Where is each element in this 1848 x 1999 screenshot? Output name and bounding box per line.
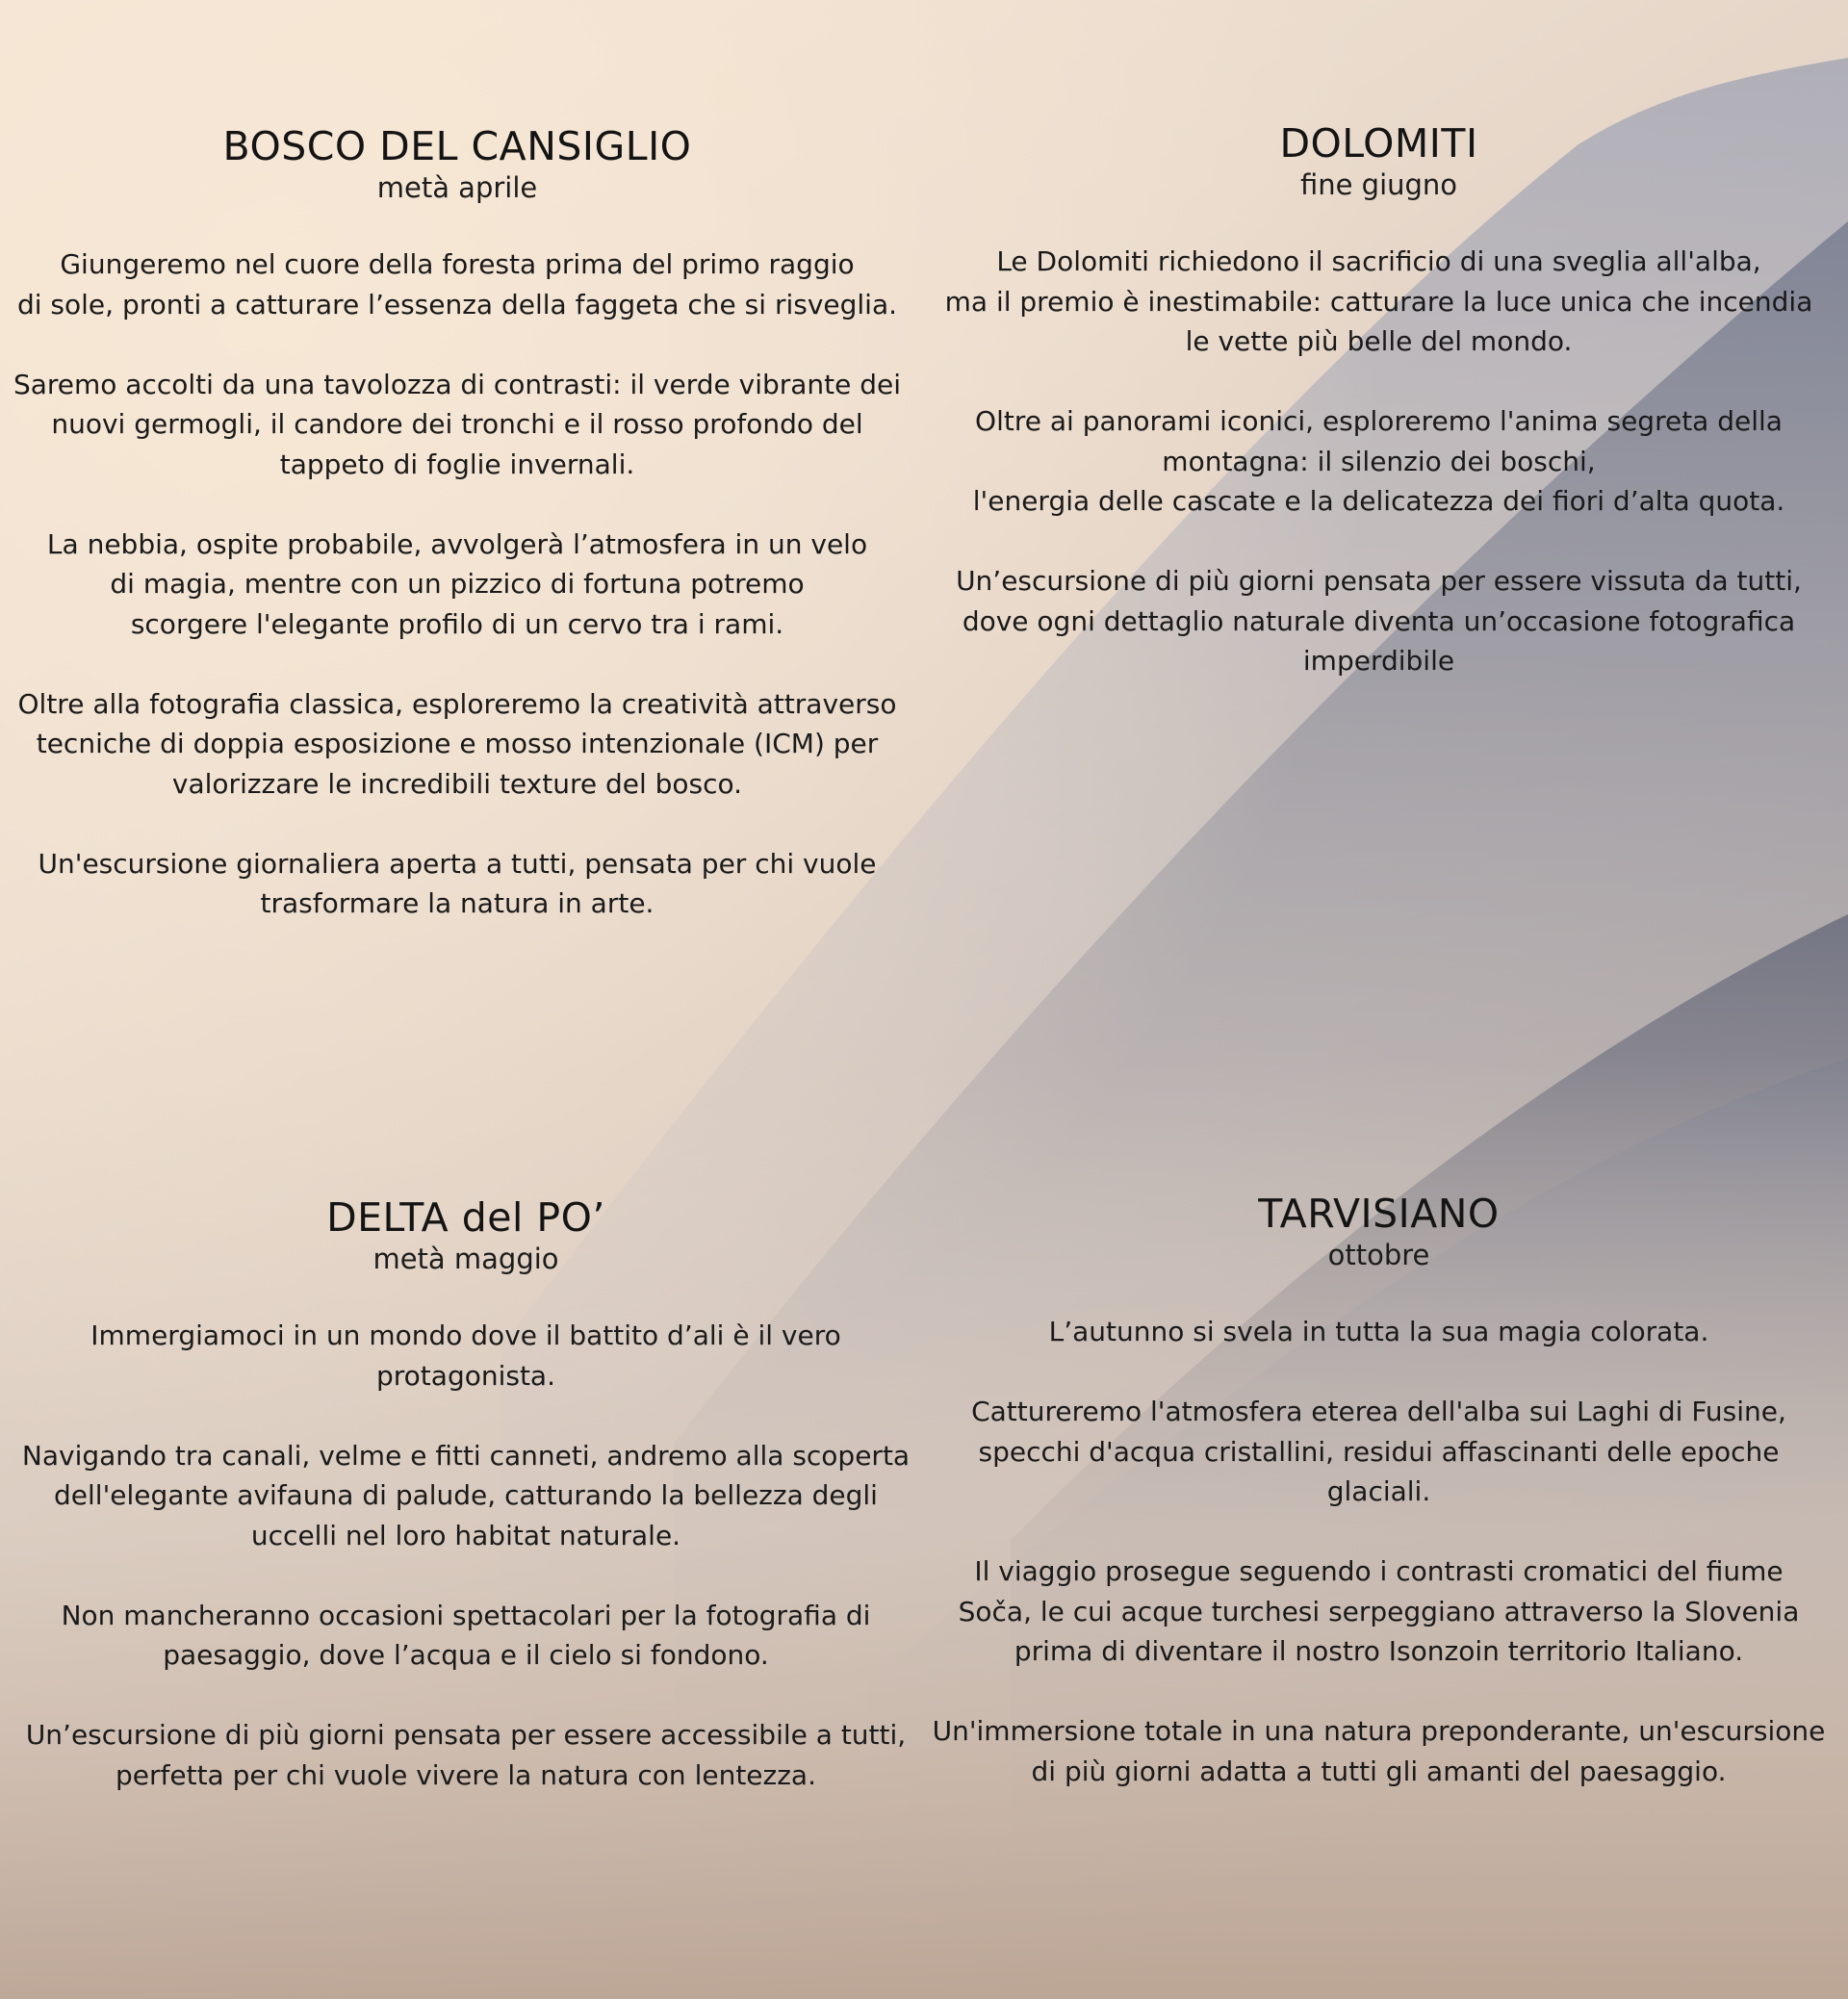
section-paragraph: Non mancheranno occasioni spettacolari per la fotografia di paesaggio, dove l’acqua e il cielo si fondono. <box>61 1599 871 1671</box>
section-period: fine giugno <box>1299 168 1458 201</box>
section-paragraph: Cattureremo l'atmosfera eterea dell'alba sui Laghi di Fusine, specchi d'acqua cristallini, residui affascinanti delle epoche glaciali. <box>971 1396 1786 1507</box>
section-paragraph: Giungeremo nel cuore della foresta prima del primo raggio di sole, pronti a catturare l’essenza della faggeta che si risveglia. <box>16 248 898 320</box>
section-paragraph: Le Dolomiti richiedono il sacrificio di una sveglia all'alba, ma il premio è inestimabile: catturare la luce unica che incendia le vette più belle del mondo. <box>944 245 1813 357</box>
section-title: DELTA del PO’ <box>326 1194 605 1241</box>
section-paragraph: Navigando tra canali, velme e fitti canneti, andremo alla scoperta dell'elegante avifauna di palude, catturando la bellezza degli uccelli nel loro habitat naturale. <box>21 1439 911 1551</box>
section-paragraph: Oltre alla fotografia classica, esploreremo la creatività attraverso tecniche di doppia esposizione e mosso intenzionale (ICM) per valorizzare le incredibili texture del bosco. <box>17 687 897 800</box>
section-paragraph: L’autunno si svela in tutta la sua magia colorata. <box>1048 1316 1709 1347</box>
section-period: metà maggio <box>372 1243 559 1275</box>
section-paragraph: Un’escursione di più giorni pensata per essere accessibile a tutti, perfetta per chi vuole vivere la natura con lentezza. <box>25 1719 907 1791</box>
section-delta-del-po <box>0 1194 932 1835</box>
section-paragraph: Un'escursione giornaliera aperta a tutti, pensata per chi vuole trasformare la natura in arte. <box>38 847 877 919</box>
section-paragraph: Un’escursione di più giorni pensata per essere vissuta da tutti, dove ogni dettaglio naturale diventa un’occasione fotografica imperdibile <box>956 565 1802 677</box>
section-paragraph: Un'immersione totale in una natura preponderante, un'escursione di più giorni adatta a tutti gli amanti del paesaggio. <box>932 1715 1826 1787</box>
section-paragraph: Il viaggio prosegue seguendo i contrasti cromatici del fiume Soča, le cui acque turchesi serpeggiano attraverso la Slovenia prima di diventare il nostro Isonzoin territorio Italiano. <box>958 1555 1800 1667</box>
section-paragraph: La nebbia, ospite probabile, avvolgerà l’atmosfera in un velo di magia, mentre con un pizzico di fortuna potremo scorgere l'elegante profilo di un cervo tra i rami. <box>46 527 868 640</box>
section-dolomiti <box>934 120 1824 721</box>
section-tarvisiano <box>919 1191 1838 1832</box>
section-title: TARVISIANO <box>1258 1191 1500 1237</box>
section-paragraph: Immergiamoci in un mondo dove il battito d’ali è il vero protagonista. <box>90 1320 841 1392</box>
section-period: ottobre <box>1327 1239 1430 1271</box>
section-title: DOLOMITI <box>1279 120 1478 167</box>
section-paragraph: Saremo accolti da una tavolozza di contrasti: il verde vibrante dei nuovi germogli, il candore dei tronchi e il rosso profondo del tappeto di foglie invernali. <box>13 368 902 480</box>
section-bosco-del-cansiglio <box>0 123 914 963</box>
section-title: BOSCO DEL CANSIGLIO <box>222 123 692 169</box>
section-period: metà aprile <box>376 171 538 204</box>
section-paragraph: Oltre ai panorami iconici, esploreremo l'anima segreta della montagna: il silenzio dei boschi, l'energia delle cascate e la delicatezza dei fiori d’alta quota. <box>972 405 1785 517</box>
